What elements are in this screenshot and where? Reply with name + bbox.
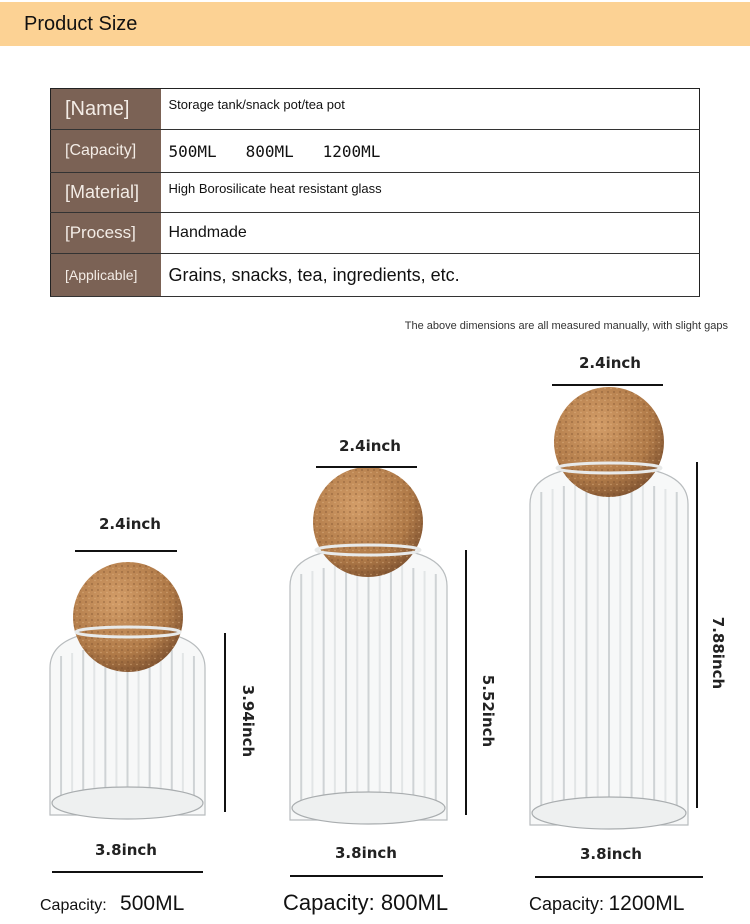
capacity-caption [40,892,184,916]
spec-label: [Process] [51,213,161,254]
capacity-value: 800ML [380,890,449,915]
jar-base [52,787,203,819]
spec-value: Handmade [161,213,700,254]
spec-label: [Applicable] [51,254,161,297]
spec-value: High Borosilicate heat resistant glass [161,173,700,213]
height-label: 5.52inch [479,674,498,748]
capacity-caption [529,892,684,916]
spec-label: [Capacity] [51,130,161,173]
spec-label: [Name] [51,89,161,130]
spec-value: Grains, snacks, tea, ingredients, etc. [161,254,700,297]
top-width-label: 2.4inch [579,354,641,372]
bottom-width-label: 3.8inch [580,845,642,863]
capacity-value: 1200ML [608,892,685,915]
capacity-label: Capacity: [283,890,375,915]
cork-texture [554,387,664,497]
top-width-label: 2.4inch [339,437,401,455]
section-title: Product Size [24,13,138,35]
bottom-width-label: 3.8inch [335,844,397,862]
height-label: 7.88inch [709,616,728,690]
bottom-width-label: 3.8inch [95,841,157,859]
spec-value: 500ML 800ML 1200ML [161,130,700,173]
jar-base [532,797,686,829]
spec-label: [Material] [51,173,161,213]
capacity-caption [283,890,448,916]
capacity-label: Capacity: [529,894,605,914]
height-label: 3.94inch [239,684,258,758]
capacity-value: 500ML [120,892,185,915]
measurement-note: The above dimensions are all measured manually, with slight gaps [404,320,728,332]
cork-texture [73,562,183,672]
jar-base [292,792,445,824]
top-width-label: 2.4inch [99,515,161,533]
capacity-label: Capacity: [40,897,107,914]
spec-value: Storage tank/snack pot/tea pot [161,89,700,130]
cork-texture [313,467,423,577]
